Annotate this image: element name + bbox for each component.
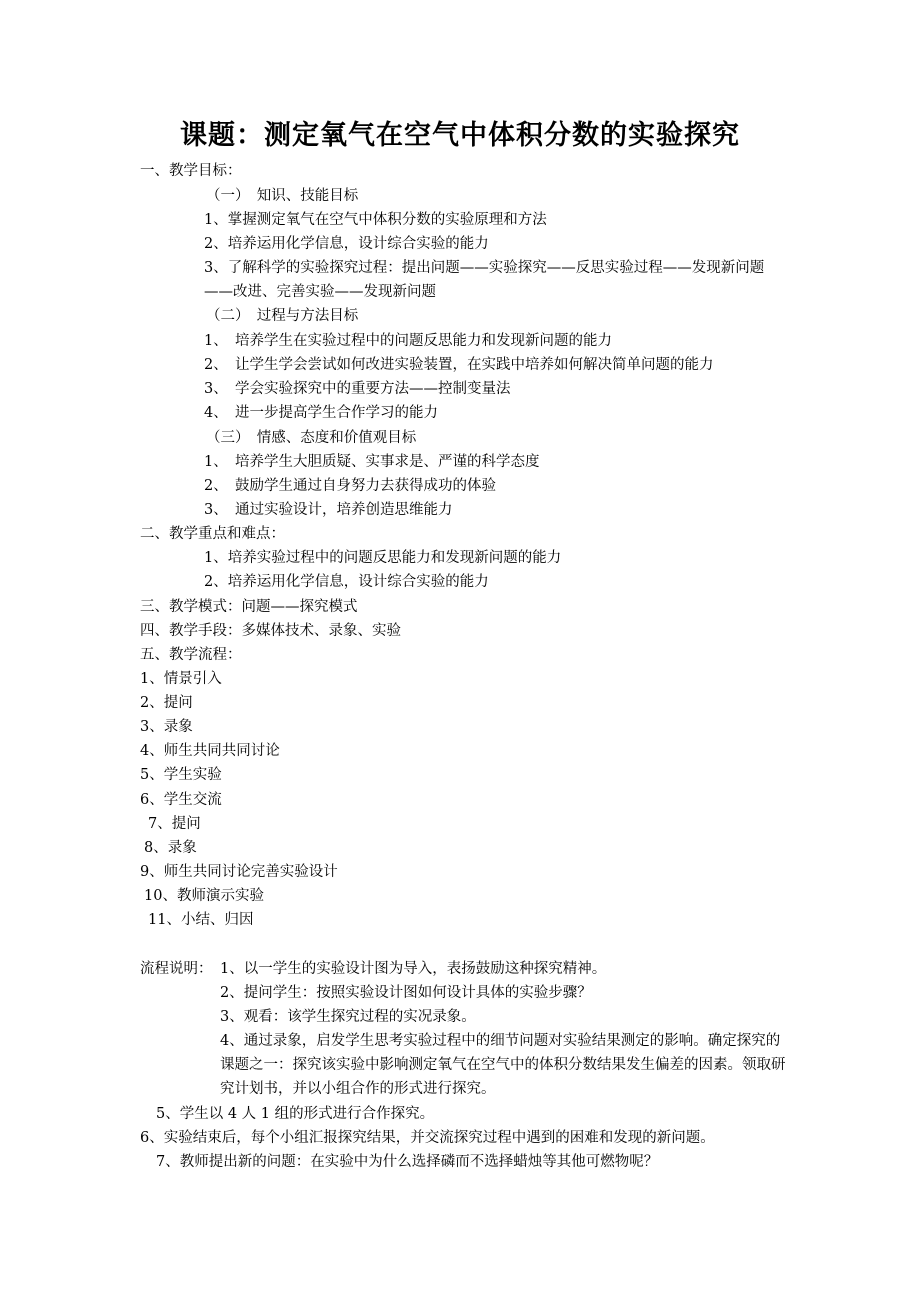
flow-step: 2、提问 [140,695,193,711]
flow-step: 3、录象 [140,719,193,735]
notes-label: 流程说明： [140,961,213,977]
list-item: 3、了解科学的实验探究过程：提出问题——实验探究——反思实验过程——发现新问题——改进、完善实验——发现新问题 [204,260,765,300]
flow-step: 7、提问 [148,816,201,832]
list-item: 1、培养实验过程中的问题反思能力和发现新问题的能力 [204,550,562,566]
list-item: 4、 进一步提高学生合作学习的能力 [204,405,438,421]
note-item: 6、实验结束后，每个小组汇报探究结果，并交流探究过程中遇到的困难和发现的新问题。 [140,1130,715,1146]
subsection-heading-process: （二） 过程与方法目标 [206,308,359,324]
list-item: 3、 学会实验探究中的重要方法——控制变量法 [204,381,511,397]
section-heading-key-points: 二、教学重点和难点： [140,526,285,542]
list-item: 1、掌握测定氧气在空气中体积分数的实验原理和方法 [204,212,547,228]
flow-step: 1、情景引入 [140,671,222,687]
subsection-heading-knowledge: （一） 知识、技能目标 [206,188,359,204]
note-item: 7、教师提出新的问题：在实验中为什么选择磷而不选择蜡烛等其他可燃物呢？ [156,1154,659,1170]
subsection-heading-emotion: （三） 情感、态度和价值观目标 [206,430,417,446]
list-item: 1、 培养学生大胆质疑、实事求是、严谨的科学态度 [204,454,540,470]
page-title: 课题：测定氧气在空气中体积分数的实验探究 [180,120,740,151]
list-item: 3、 通过实验设计，培养创造思维能力 [204,502,453,518]
list-item: 2、培养运用化学信息，设计综合实验的能力 [204,574,489,590]
flow-step: 9、师生共同讨论完善实验设计 [140,864,338,880]
flow-step: 6、学生交流 [140,792,222,808]
list-item: 2、培养运用化学信息，设计综合实验的能力 [204,236,489,252]
section-heading-goals: 一、教学目标： [140,163,242,179]
note-item: 3、观看：该学生探究过程的实况录象。 [220,1009,476,1025]
list-item: 1、 培养学生在实验过程中的问题反思能力和发现新问题的能力 [204,333,612,349]
list-item: 2、 鼓励学生通过自身努力去获得成功的体验 [204,478,496,494]
section-heading-flow: 五、教学流程： [140,647,242,663]
flow-step: 8、录象 [144,840,197,856]
note-item: 1、以一学生的实验设计图为导入，表扬鼓励这种探究精神。 [220,961,607,977]
note-item: 4、通过录象，启发学生思考实验过程中的细节问题对实验结果测定的影响。确定探究的课题之一：探究该实验中影响测定氧气在空气中的体积分数结果发生偏差的因素。领取研究计划书，并以小组合作的形式进行探究。 [220,1033,786,1097]
flow-step: 5、学生实验 [140,767,222,783]
list-item: 2、 让学生学会尝试如何改进实验装置，在实践中培养如何解决简单问题的能力 [204,357,714,373]
note-item: 5、学生以 4 人 1 组的形式进行合作探究。 [156,1106,435,1122]
flow-step: 10、教师演示实验 [144,888,264,904]
section-mode: 三、教学模式：问题——探究模式 [140,599,358,615]
flow-step: 11、小结、归因 [148,912,254,928]
note-item: 2、提问学生：按照实验设计图如何设计具体的实验步骤？ [220,985,592,1001]
flow-step: 4、师生共同共同讨论 [140,743,280,759]
section-means: 四、教学手段：多媒体技术、录象、实验 [140,623,401,639]
